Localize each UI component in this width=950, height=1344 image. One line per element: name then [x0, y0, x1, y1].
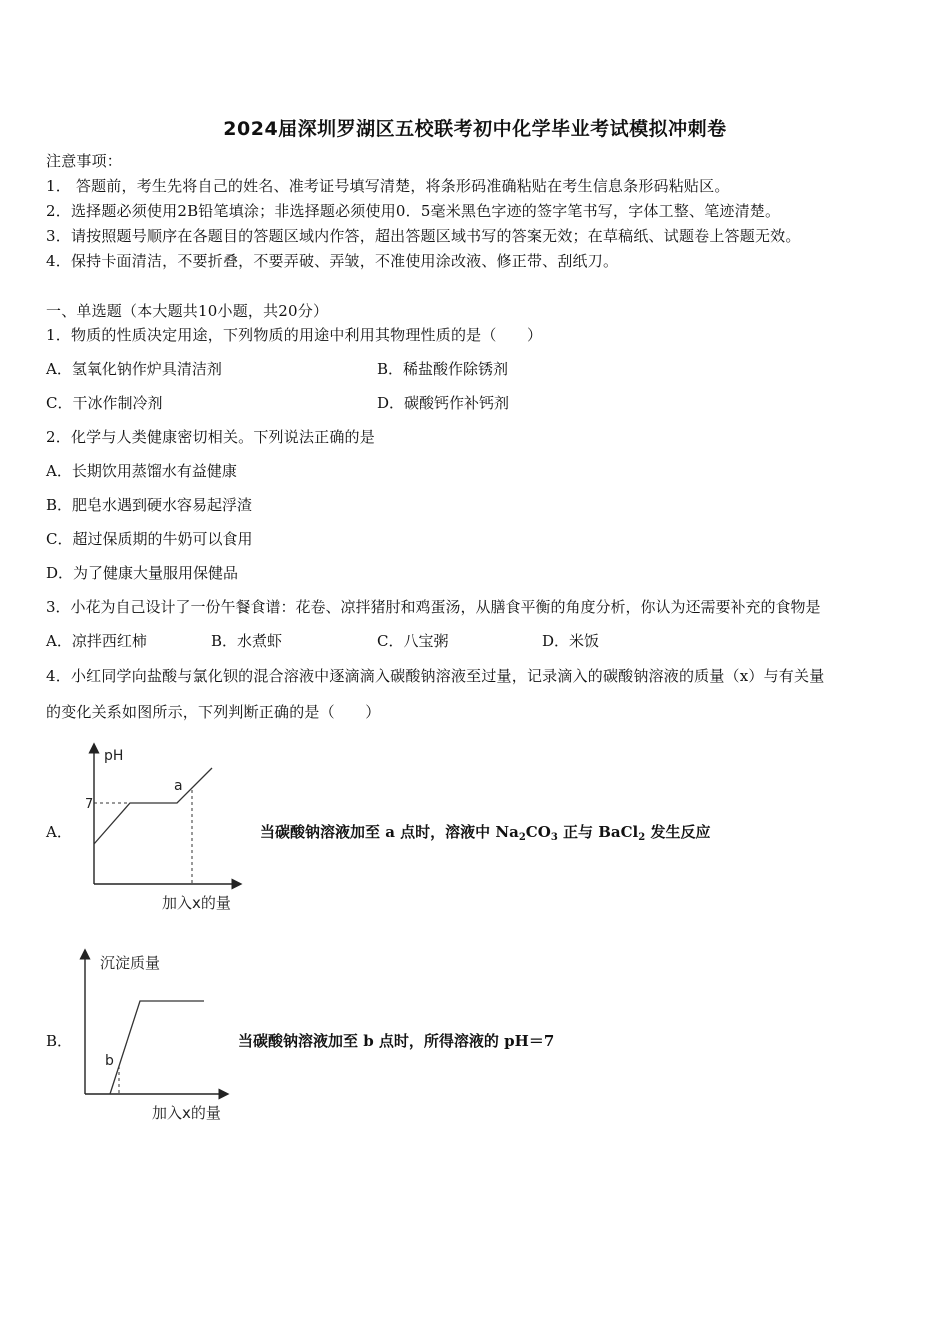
q2-option-b[interactable]: B．肥皂水遇到硬水容易起浮渣: [46, 496, 253, 514]
question-4-stem: 4．小红同学向盐酸与氯化钡的混合溶液中逐滴滴入碳酸钠溶液至过量，记录滴入的碳酸钠溶液的质量（x）与有关量: [46, 667, 825, 685]
q1-option-d[interactable]: D．碳酸钙作补钙剂: [377, 394, 510, 412]
x-axis-label: 加入x的量: [162, 894, 231, 912]
precipitate-curve: [110, 1001, 204, 1094]
notice-item: 4．保持卡面清洁，不要折叠，不要弄破、弄皱，不准使用涂改液、修正带、刮纸刀。: [46, 252, 619, 270]
subscript: 3: [550, 832, 558, 843]
page-title: 2024届深圳罗湖区五校联考初中化学毕业考试模拟冲刺卷: [223, 118, 727, 140]
q1-option-b[interactable]: B．稀盐酸作除锈剂: [377, 360, 509, 378]
question-1-stem: 1．物质的性质决定用途，下列物质的用途中利用其物理性质的是（ ）: [46, 326, 543, 344]
q2-option-d[interactable]: D．为了健康大量服用保健品: [46, 564, 239, 582]
y-axis-label: pH: [104, 748, 124, 764]
text-segment: 当碳酸钠溶液加至 a 点时，溶液中 Na: [260, 823, 519, 841]
q4-option-a-label[interactable]: A．: [46, 823, 72, 841]
question-4-stem-cont: 的变化关系如图所示，下列判断正确的是（ ）: [46, 703, 381, 721]
q4-option-a-text[interactable]: [260, 822, 710, 848]
q1-option-c[interactable]: C．干冰作制冷剂: [46, 394, 163, 412]
x-axis-label: 加入x的量: [152, 1104, 221, 1122]
point-label: a: [174, 778, 183, 794]
subscript: 2: [518, 832, 526, 843]
q2-option-a[interactable]: A．长期饮用蒸馏水有益健康: [46, 462, 237, 480]
q3-option-a[interactable]: A．凉拌西红柿: [46, 632, 147, 650]
section-heading: 一、单选题（本大题共10小题，共20分）: [46, 302, 329, 320]
subscript: 2: [638, 832, 646, 843]
text-segment: 正与 BaCl: [557, 823, 639, 841]
ph-curve: [94, 768, 212, 844]
y-axis-label: 沉淀质量: [100, 954, 161, 972]
notice-item: 1． 答题前，考生先将自己的姓名、准考证号填写清楚，将条形码准确粘贴在考生信息条形码粘贴区。: [46, 177, 730, 195]
q3-option-d[interactable]: D．米饭: [542, 632, 600, 650]
point-label: b: [105, 1053, 114, 1069]
question-2-stem: 2．化学与人类健康密切相关。下列说法正确的是: [46, 428, 375, 446]
notice-heading: 注意事项：: [46, 152, 123, 170]
notice-item: 2．选择题必须使用2B铅笔填涂；非选择题必须使用0．5毫米黑色字迹的签字笔书写，字体工整、笔迹清楚。: [46, 202, 781, 220]
y-tick-label: 7: [85, 797, 94, 812]
q2-option-c[interactable]: C．超过保质期的牛奶可以食用: [46, 530, 253, 548]
q1-option-a[interactable]: A．氢氧化钠作炉具清洁剂: [46, 360, 222, 378]
question-3-stem: 3．小花为自己设计了一份午餐食谱：花卷、凉拌猪肘和鸡蛋汤，从膳食平衡的角度分析，你认为还需要补充的食物是: [46, 598, 821, 616]
q3-option-c[interactable]: C．八宝粥: [377, 632, 449, 650]
precipitate-graph: [74, 948, 244, 1128]
text-segment: CO: [525, 823, 551, 841]
q3-option-b[interactable]: B．水煮虾: [211, 632, 283, 650]
notice-item: 3．请按照题号顺序在各题目的答题区域内作答，超出答题区域书写的答案无效；在草稿纸、试题卷上答题无效。: [46, 227, 801, 245]
q4-option-b-text[interactable]: 当碳酸钠溶液加至 b 点时，所得溶液的 pH＝7: [238, 1032, 555, 1050]
ph-graph: [72, 740, 252, 915]
text-segment: 发生反应: [645, 823, 711, 841]
q4-option-b-label[interactable]: B．: [46, 1032, 73, 1050]
